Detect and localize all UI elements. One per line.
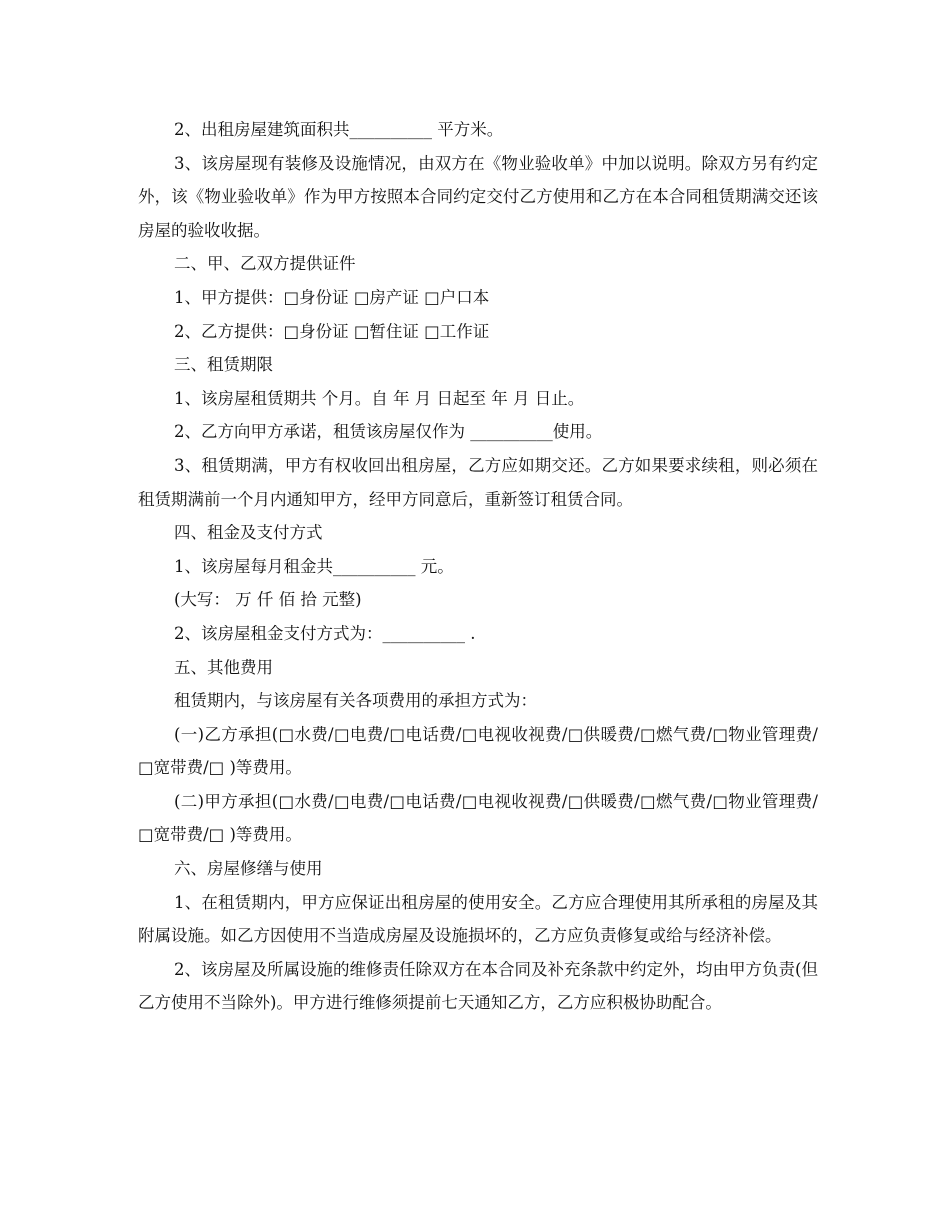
paragraph-area-clause: 2、出租房屋建筑面积共__________ 平方米。 [174, 120, 504, 139]
paragraph-lease-expiry: 3、租赁期满，甲方有权收回出租房屋，乙方应如期交还。乙方如果要求续租，则必须在租赁期满前一个月内通知甲方，经甲方同意后，重新签订租赁合同。 [138, 455, 818, 509]
section-heading-other-fees: 五、其他费用 [174, 657, 273, 677]
paragraph-party-b-documents: 2、乙方提供：□身份证 □暂住证 □工作证 [174, 321, 490, 341]
paragraph-monthly-rent: 1、该房屋每月租金共__________ 元。 [174, 556, 454, 576]
paragraph-repair-responsibility: 2、该房屋及所属设施的维修责任除双方在本合同及补充条款中约定外，均由甲方负责(但乙方使用不当除外)。甲方进行维修须提前七天通知乙方，乙方应积极协助配合。 [138, 959, 818, 1013]
paragraph-rent-in-words: (大写： 万 仟 佰 拾 元整) [174, 590, 362, 610]
paragraph-payment-method: 2、该房屋租金支付方式为：__________ . [174, 623, 476, 643]
section-heading-repair-use: 六、房屋修缮与使用 [174, 859, 323, 879]
paragraph-party-a-documents: 1、甲方提供：□身份证 □房产证 □户口本 [174, 287, 490, 307]
paragraph-usage-promise: 2、乙方向甲方承诺，租赁该房屋仅作为 __________使用。 [174, 422, 603, 442]
section-heading-documents: 二、甲、乙双方提供证件 [174, 254, 356, 274]
paragraph-safe-use: 1、在租赁期内，甲方应保证出租房屋的使用安全。乙方应合理使用其所承租的房屋及其附属设施。如乙方因使用不当造成房屋及设施损坏的，乙方应负责修复或给与经济补偿。 [138, 892, 818, 946]
paragraph-party-a-fees: (二)甲方承担(□水费/□电费/□电话费/□电视收视费/□供暖费/□燃气费/□物业管理费/□宽带费/□ )等费用。 [138, 791, 818, 845]
paragraph-inspection-clause: 3、该房屋现有装修及设施情况，由双方在《物业验收单》中加以说明。除双方另有约定外，该《物业验收单》作为甲方按照本合同约定交付乙方使用和乙方在本合同租赁期满交还该房屋的验收收据。 [138, 153, 818, 240]
section-heading-lease-term: 三、租赁期限 [174, 355, 273, 375]
section-heading-rent-payment: 四、租金及支付方式 [174, 523, 323, 543]
document-page [138, 113, 818, 1020]
paragraph-fee-intro: 租赁期内，与该房屋有关各项费用的承担方式为： [174, 691, 537, 711]
paragraph-lease-period: 1、该房屋租赁期共 个月。自 年 月 日起至 年 月 日止。 [174, 388, 585, 408]
paragraph-party-b-fees: (一)乙方承担(□水费/□电费/□电话费/□电视收视费/□供暖费/□燃气费/□物业管理费/□宽带费/□ )等费用。 [138, 724, 818, 778]
